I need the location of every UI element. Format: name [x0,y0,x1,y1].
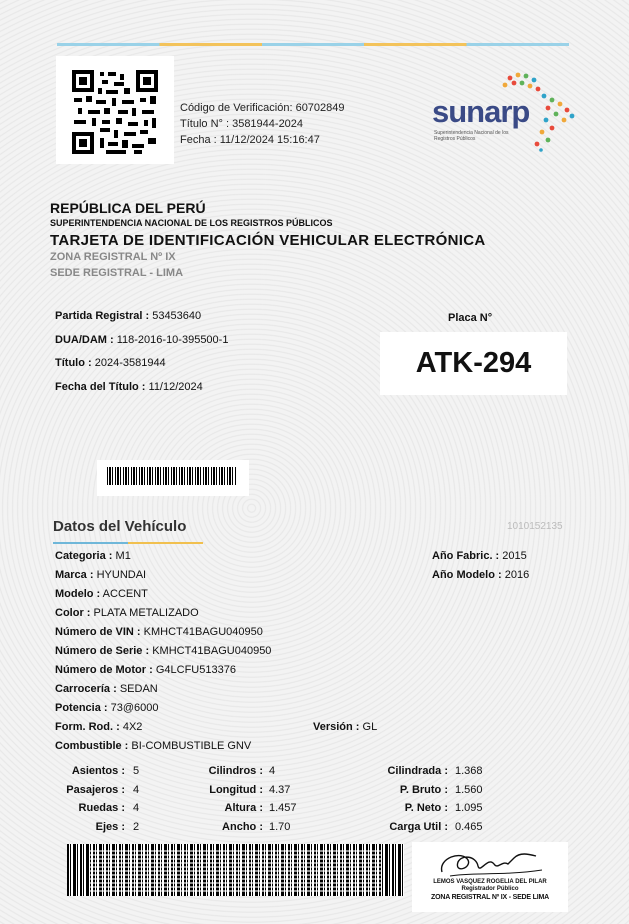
altura-value: 1.457 [269,802,297,814]
motor-label: Número de Motor : [55,664,153,676]
anio-fab-label: Año Fabric. : [432,550,500,562]
anio-fab-value: 2015 [502,550,527,562]
verification-date: Fecha : 11/12/2024 15:16:47 [180,134,320,146]
marca-row [55,569,146,581]
republica-heading: REPÚBLICA DEL PERÚ [50,200,206,216]
form-value: 4X2 [122,721,143,733]
motor-row [55,664,236,676]
combustible-label: Combustible : [55,740,129,752]
form-label: Form. Rod. : [55,721,120,733]
marca-value: HYUNDAI [96,569,147,581]
ancho-label: Ancho : [222,821,263,833]
placa-value: ATK-294 [380,332,567,395]
dua-label: DUA/DAM : [55,334,114,346]
modelo-label: Modelo : [55,588,101,600]
categoria-value: M1 [115,550,131,562]
color-value: PLATA METALIZADO [93,607,199,619]
motor-value: G4LCFU513376 [155,664,236,676]
zona-registral: ZONA REGISTRAL Nº IX [50,251,176,263]
cilindros-label: Cilindros : [208,765,263,777]
form-row [55,721,142,733]
titulo-row [55,357,166,369]
section-title: Datos del Vehículo [53,518,187,535]
placa-label: Placa N° [448,312,493,324]
signer-name: LEMOS VASQUEZ ROGELIA DEL PILAR [433,879,547,885]
top-color-stripe [57,43,569,46]
ruedas-value: 4 [133,802,140,814]
titulo-label: Título : [55,357,92,369]
combustible-row [55,740,251,752]
pneto-label: P. Neto : [404,802,448,814]
ancho-value: 1.70 [269,821,291,833]
tarjeta-title: TARJETA DE IDENTIFICACIÓN VEHICULAR ELECTRÓNICA [50,232,486,249]
partida-value: 53453640 [152,310,202,322]
carroceria-row [55,683,158,695]
dua-row [55,334,228,346]
carga-value: 0.465 [455,821,483,833]
vin-value: KMHCT41BAGU040950 [143,626,263,638]
section-underline [53,542,203,544]
version-value: GL [362,721,378,733]
fecha-label: Fecha del Título : [55,381,146,393]
main-barcode [67,844,404,896]
verification-code: Código de Verificación: 60702849 [180,102,345,114]
fecha-row [55,381,203,393]
carroceria-label: Carrocería : [55,683,117,695]
version-row [313,721,377,733]
sede-registral: SEDE REGISTRAL - LIMA [50,267,184,279]
combustible-value: BI-COMBUSTIBLE GNV [131,740,252,752]
categoria-label: Categoria : [55,550,113,562]
color-label: Color : [55,607,91,619]
logo-subtitle: Superintendencia Nacional de los Registros Públicos [434,130,509,142]
potencia-value: 73@6000 [110,702,159,714]
partida-label: Partida Registral : [55,310,150,322]
signer-zona: ZONA REGISTRAL Nº IX - SEDE LIMA [431,894,549,901]
marca-label: Marca : [55,569,94,581]
serie-value: KMHCT41BAGU040950 [152,645,272,657]
pasajeros-value: 4 [133,784,140,796]
vin-label: Número de VIN : [55,626,141,638]
verification-title: Título N° : 3581944-2024 [180,118,304,130]
version-label: Versión : [313,721,360,733]
dua-value: 118-2016-10-395500-1 [116,334,229,346]
vin-row [55,626,263,638]
anio-mod-row [432,569,529,581]
verification-block [180,100,345,148]
anio-fab-row [432,550,527,562]
ruedas-label: Ruedas : [78,802,125,814]
pasajeros-label: Pasajeros : [66,784,125,796]
carga-label: Carga Util : [389,821,448,833]
modelo-row [55,588,148,600]
titulo-value: 2024-3581944 [94,357,166,369]
anio-mod-label: Año Modelo : [432,569,502,581]
pbruto-label: P. Bruto : [399,784,448,796]
longitud-value: 4.37 [269,784,291,796]
potencia-label: Potencia : [55,702,108,714]
card-serial: 1010152135 [507,521,563,532]
color-row [55,607,199,619]
cilindros-value: 4 [269,765,276,777]
carroceria-value: SEDAN [119,683,158,695]
logo-wordmark: sunarp [432,94,530,129]
cilindrada-value: 1.368 [455,765,483,777]
serie-label: Número de Serie : [55,645,150,657]
superintendencia-heading: SUPERINTENDENCIA NACIONAL DE LOS REGISTROS PÚBLICOS [50,218,333,228]
longitud-label: Longitud : [209,784,263,796]
categoria-row [55,550,131,562]
fecha-value: 11/12/2024 [148,381,203,393]
signer-role: Registrador Público [461,886,519,892]
partida-row [55,310,201,322]
signature-block [412,842,568,912]
ejes-label: Ejes : [95,821,125,833]
modelo-value: ACCENT [102,588,148,600]
altura-label: Altura : [224,802,263,814]
signature-scribble [432,846,552,880]
pneto-value: 1.095 [455,802,483,814]
asientos-value: 5 [133,765,140,777]
potencia-row [55,702,159,714]
serie-row [55,645,271,657]
cilindrada-label: Cilindrada : [387,765,448,777]
small-barcode [97,460,249,496]
ejes-value: 2 [133,821,140,833]
asientos-label: Asientos : [71,765,125,777]
anio-mod-value: 2016 [504,569,530,581]
qr-code [56,56,174,164]
pbruto-value: 1.560 [455,784,483,796]
sunarp-logo [432,70,577,152]
